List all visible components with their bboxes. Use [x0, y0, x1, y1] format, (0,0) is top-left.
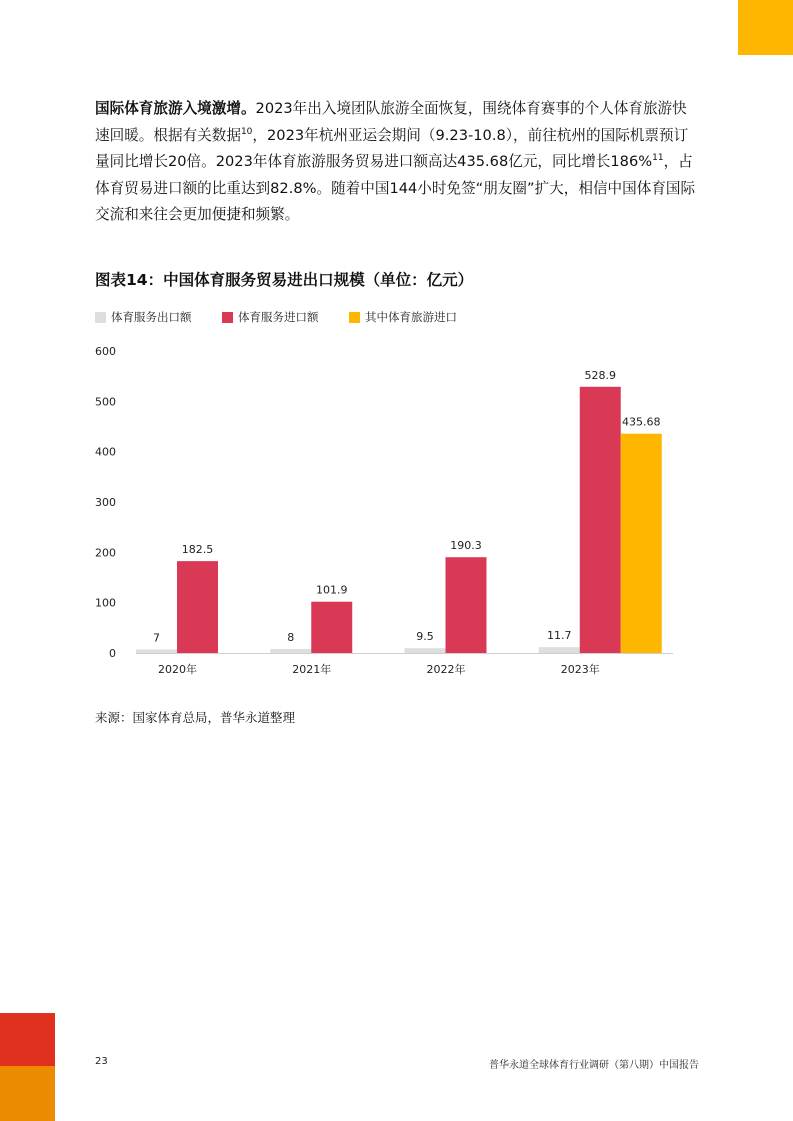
y-tick-label: 600 — [95, 345, 116, 358]
bar-label-import-0: 182.5 — [181, 543, 214, 557]
paragraph-text-3: ，占体育贸易进口额的比重达到82.8%。随着中国144小时免签“朋友圈”扩大，相信中国体育国际交流和来往会更加便捷和频繁。 — [95, 153, 696, 223]
paragraph-text-1: 2023年出入境团队旅游全面恢复，围绕体育赛事的个人体育旅游快速回暖。根据有关数据 — [95, 100, 687, 144]
page-number: 23 — [95, 1056, 108, 1067]
body-paragraph — [95, 96, 700, 229]
chart-title: 图表14：中国体育服务贸易进出口规模（单位：亿元） — [95, 271, 474, 289]
bar-label-import-3: 528.9 — [584, 368, 616, 382]
x-tick-label: 2020年 — [158, 663, 197, 676]
legend-label-tourism: 其中体育旅游进口 — [365, 310, 457, 324]
legend-item-import — [222, 309, 319, 325]
y-tick-label: 200 — [95, 546, 116, 560]
chart-source: 来源：国家体育总局，普华永道整理 — [95, 710, 296, 725]
legend-swatch-import — [222, 312, 233, 323]
y-tick-label: 0 — [109, 647, 116, 660]
paragraph-text-2: ，2023年杭州亚运会期间（9.23-10.8），前往杭州的国际机票预订量同比增长20倍。2023年体育旅游服务贸易进口额高达435.68亿元，同比增长186% — [95, 126, 689, 170]
bar-import-2 — [446, 557, 487, 653]
bar-export-0 — [136, 649, 177, 653]
legend-label-export: 体育服务出口额 — [111, 310, 192, 324]
bar-label-export-1: 8 — [287, 630, 295, 644]
x-tick-label: 2022年 — [426, 663, 466, 676]
y-tick-label: 400 — [95, 445, 116, 459]
y-tick-label: 100 — [95, 596, 116, 610]
footnote-ref-11: 11 — [652, 153, 664, 164]
x-tick-label: 2023年 — [560, 663, 600, 676]
bar-label-tourism-3: 435.68 — [622, 415, 661, 429]
bar-label-export-0: 7 — [153, 631, 160, 645]
bar-label-import-2: 190.3 — [450, 539, 482, 553]
bar-tourism-3 — [621, 434, 662, 653]
footer-report-title: 普华永道全球体育行业调研（第八期）中国报告 — [489, 1060, 699, 1071]
bar-label-export-2: 9.5 — [416, 630, 434, 644]
bar-label-export-3: 11.7 — [547, 629, 572, 643]
legend-swatch-tourism — [349, 312, 360, 323]
bar-import-0 — [177, 561, 218, 653]
corner-accent-orange — [0, 1066, 55, 1121]
legend-label-import: 体育服务进口额 — [238, 310, 319, 324]
y-tick-label: 500 — [95, 395, 116, 409]
bar-label-import-1: 101.9 — [316, 583, 348, 597]
bar-import-3 — [580, 387, 621, 653]
y-tick-label: 300 — [95, 496, 116, 509]
legend-item-tourism — [349, 309, 457, 325]
footnote-ref-10: 10 — [240, 126, 253, 137]
legend-swatch-export — [95, 312, 106, 323]
paragraph-lead: 国际体育旅游入境激增。 — [95, 100, 256, 117]
bar-export-3 — [539, 647, 580, 653]
corner-accent-red — [0, 1013, 55, 1066]
bar-import-1 — [311, 602, 352, 653]
bar-export-1 — [270, 649, 311, 653]
x-tick-label: 2021年 — [292, 663, 332, 676]
bar-chart — [80, 335, 710, 685]
bar-export-2 — [405, 648, 446, 653]
legend-item-export — [95, 309, 192, 325]
corner-accent-top — [738, 0, 793, 55]
